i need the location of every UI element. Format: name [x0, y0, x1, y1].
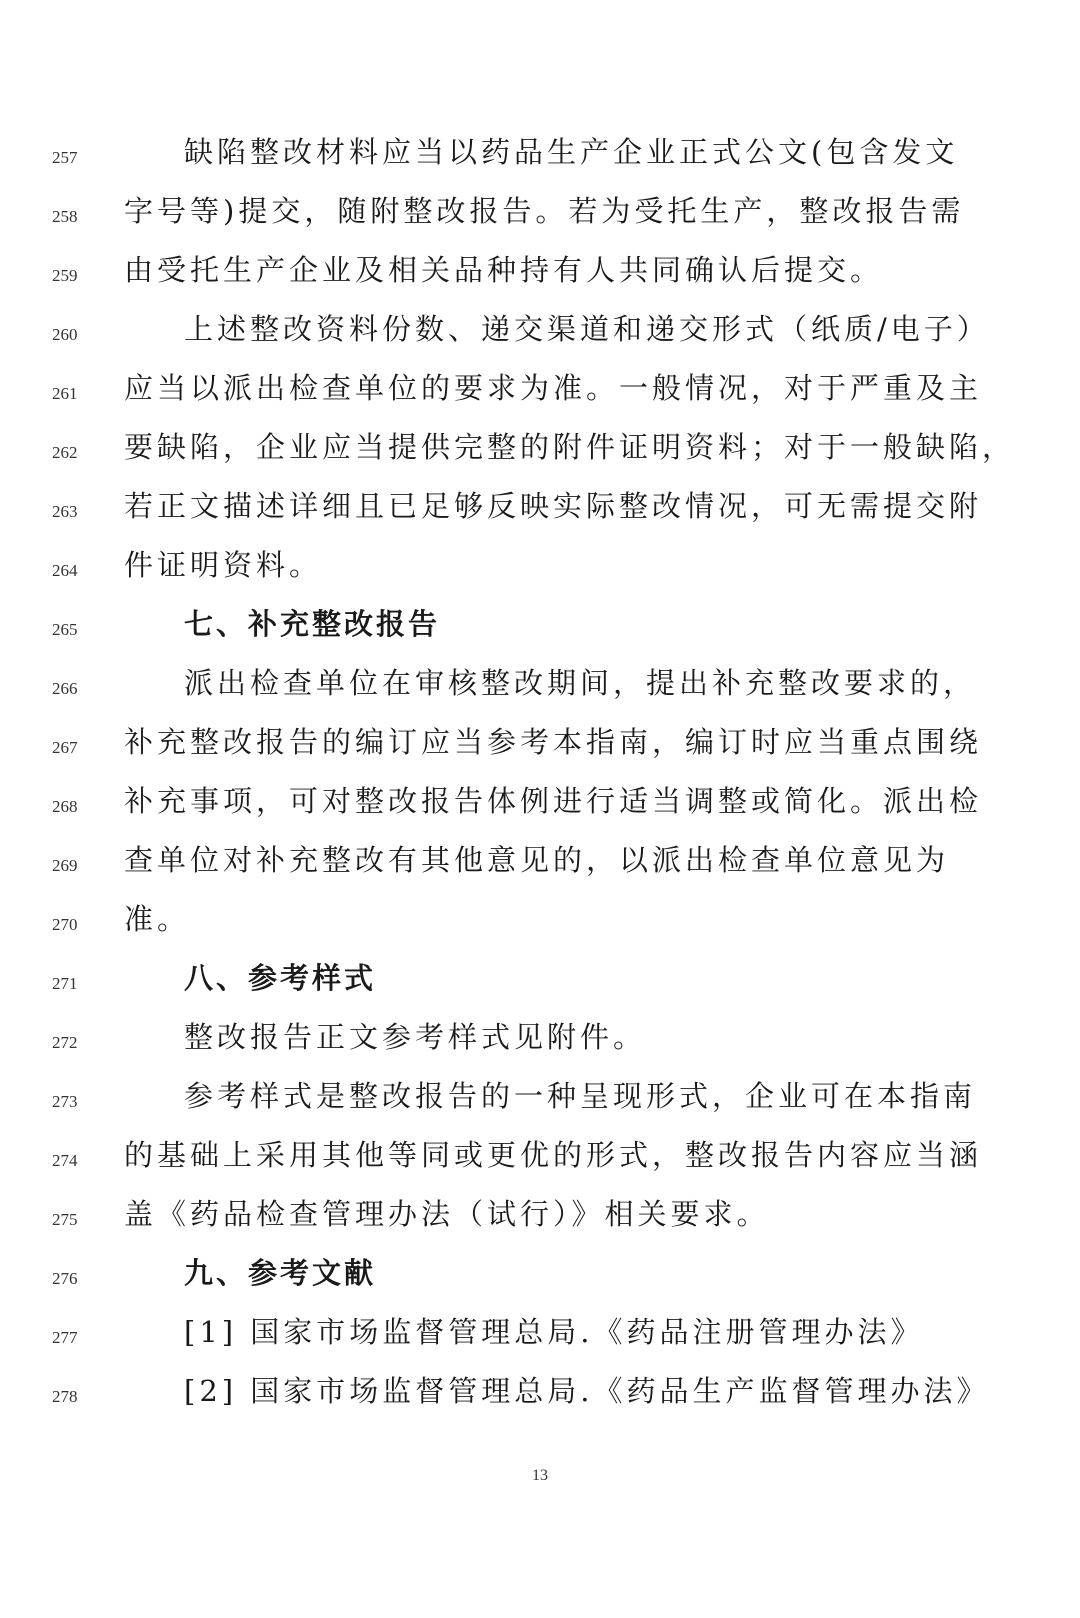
page-number: 13	[532, 1467, 548, 1484]
line-number: 264	[52, 561, 78, 580]
paragraph-text: 若正文描述详细且已足够反映实际整改情况，可无需提交附	[124, 489, 983, 523]
text-line	[0, 1019, 1080, 1079]
line-number: 276	[52, 1269, 78, 1288]
text-line	[0, 901, 1080, 961]
paragraph-text: 查单位对补充整改有其他意见的，以派出检查单位意见为	[124, 843, 950, 877]
line-number: 266	[52, 679, 78, 698]
paragraph-text: 派出检查单位在审核整改期间，提出补充整改要求的，	[184, 666, 977, 700]
line-number: 259	[52, 266, 78, 285]
line-number: 263	[52, 502, 78, 521]
line-number: 265	[52, 620, 78, 639]
paragraph-text: 整改报告正文参考样式见附件。	[184, 1020, 647, 1054]
text-line	[0, 370, 1080, 430]
line-number: 271	[52, 974, 78, 993]
line-number: 270	[52, 915, 78, 934]
paragraph-text: 补充整改报告的编订应当参考本指南，编订时应当重点围绕	[124, 725, 983, 759]
reference-line	[0, 1373, 1080, 1433]
line-number: 257	[52, 148, 78, 167]
paragraph-text: 上述整改资料份数、递交渠道和递交形式（纸质/电子）	[184, 312, 990, 346]
section-heading: 八、参考样式	[184, 961, 377, 995]
paragraph-text: 的基础上采用其他等同或更优的形式，整改报告内容应当涵	[124, 1138, 983, 1172]
section-heading: 七、补充整改报告	[184, 607, 441, 641]
line-number: 268	[52, 797, 78, 816]
section-heading-line	[0, 1255, 1080, 1315]
text-line	[0, 842, 1080, 902]
paragraph-text: 由受托生产企业及相关品种持有人共同确认后提交。	[124, 253, 884, 287]
paragraph-text: 准。	[124, 902, 191, 936]
line-number: 278	[52, 1387, 78, 1406]
text-line	[0, 134, 1080, 194]
text-line	[0, 193, 1080, 253]
line-number: 260	[52, 325, 78, 344]
line-number: 273	[52, 1092, 78, 1111]
line-number: 258	[52, 207, 78, 226]
paragraph-text: 字号等)提交，随附整改报告。若为受托生产，整改报告需	[124, 194, 965, 228]
text-line	[0, 429, 1080, 489]
line-number: 267	[52, 738, 78, 757]
text-line	[0, 488, 1080, 548]
reference-entry: [1] 国家市场监督管理总局.《药品注册管理办法》	[184, 1315, 924, 1349]
text-line	[0, 1078, 1080, 1138]
section-heading: 九、参考文献	[184, 1256, 377, 1290]
text-line	[0, 1137, 1080, 1197]
text-line	[0, 665, 1080, 725]
reference-entry: [2] 国家市场监督管理总局.《药品生产监督管理办法》	[184, 1374, 990, 1408]
text-line	[0, 1196, 1080, 1256]
reference-line	[0, 1314, 1080, 1374]
line-number: 274	[52, 1151, 78, 1170]
section-heading-line	[0, 960, 1080, 1020]
text-line	[0, 783, 1080, 843]
line-number: 275	[52, 1210, 78, 1229]
paragraph-text: 要缺陷，企业应当提供完整的附件证明资料；对于一般缺陷，	[124, 430, 1016, 464]
line-number: 277	[52, 1328, 78, 1347]
text-line	[0, 547, 1080, 607]
paragraph-text: 应当以派出检查单位的要求为准。一般情况，对于严重及主	[124, 371, 983, 405]
text-line	[0, 311, 1080, 371]
line-number: 269	[52, 856, 78, 875]
paragraph-text: 缺陷整改材料应当以药品生产企业正式公文(包含发文	[184, 135, 959, 169]
paragraph-text: 盖《药品检查管理办法（试行）》相关要求。	[124, 1197, 770, 1231]
text-line	[0, 724, 1080, 784]
text-line	[0, 252, 1080, 312]
paragraph-text: 参考样式是整改报告的一种呈现形式，企业可在本指南	[184, 1079, 977, 1113]
line-number: 261	[52, 384, 78, 403]
section-heading-line	[0, 606, 1080, 666]
paragraph-text: 补充事项，可对整改报告体例进行适当调整或简化。派出检	[124, 784, 983, 818]
line-number: 272	[52, 1033, 78, 1052]
paragraph-text: 件证明资料。	[124, 548, 323, 582]
line-number: 262	[52, 443, 78, 462]
